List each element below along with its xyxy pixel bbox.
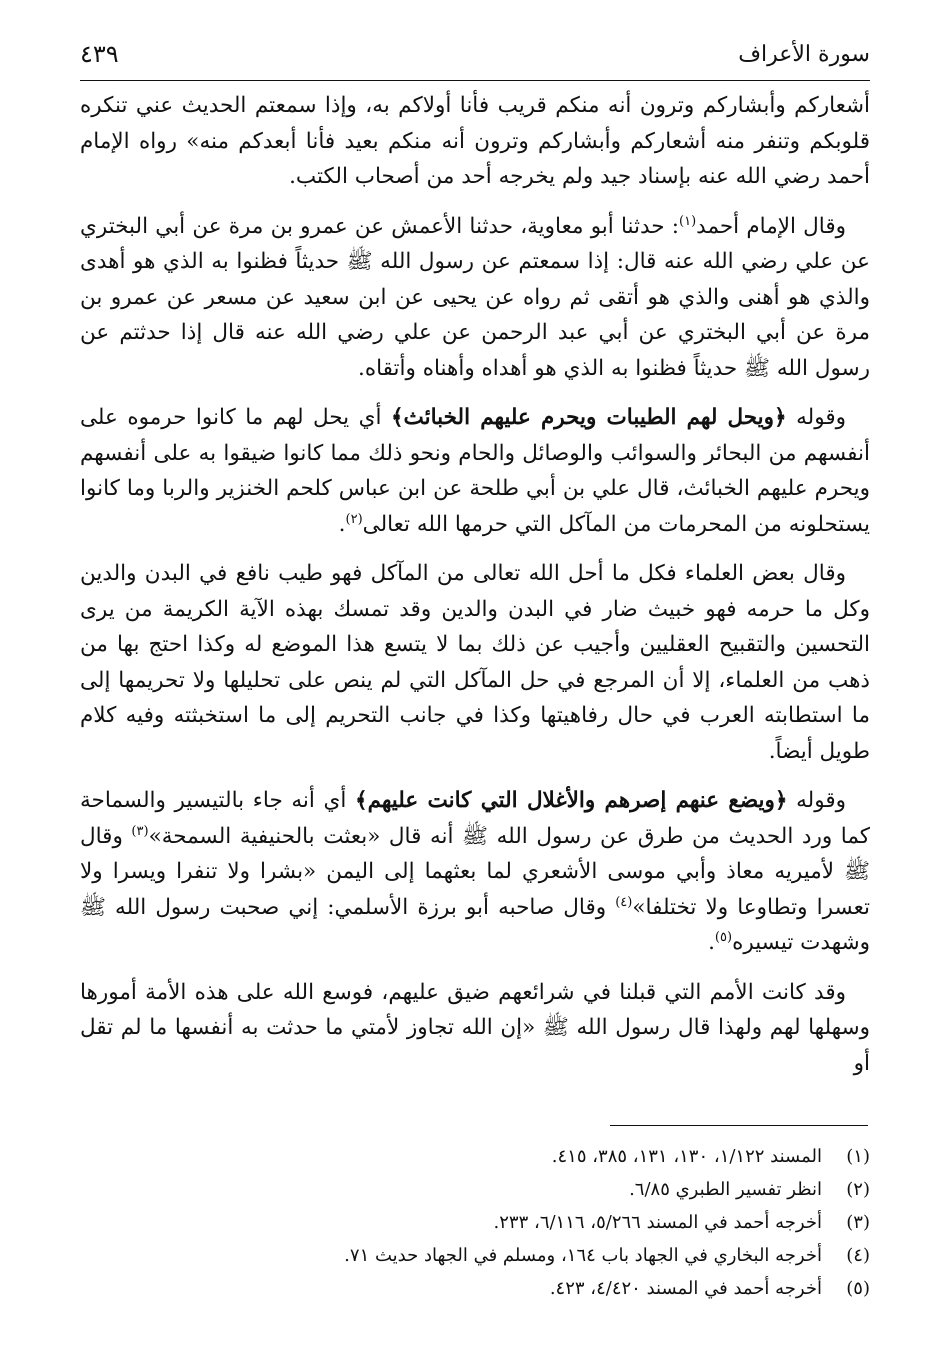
footnote-text: انظر تفسير الطبري ٦/٨٥.	[629, 1179, 822, 1200]
footnote-number: (٣)	[846, 1212, 870, 1233]
paragraph-text: وقوله	[787, 788, 846, 813]
paragraph-text: : حدثنا أبو معاوية، حدثنا الأعمش عن عمرو بن مرة عن أبي البختري عن علي رضي الله عنه قال: إذا سمعتم عن رسول الله ﷺ حديثاً فظنوا به الذي هو أهدى والذي هو أهنى والذي هو أتقى ثم رواه عن يحيى عن ابن سعيد عن مسعر عن عمرو بن مرة عن أبي البختري عن أبي عبد الرحمن عن علي رضي الله عنه قال إذا حدثتم عن رسول الله ﷺ حديثاً فظنوا به الذي هو أهداه وأهناه وأتقاه.	[80, 213, 870, 381]
footnote-text: المسند ١/١٢٢، ١٣٠، ١٣١، ٣٨٥، ٤١٥.	[551, 1146, 822, 1167]
paragraph-text: .	[708, 930, 715, 955]
paragraph-text: وقال صاحبه أبو برزة الأسلمي: إني صحبت رسول الله ﷺ وشهدت تيسيره	[80, 894, 870, 955]
footnote-reference: (٣)	[131, 823, 149, 839]
footnote-number: (٢)	[846, 1179, 870, 1200]
paragraph-text: وقال بعض العلماء فكل ما أحل الله تعالى من المآكل فهو طيب نافع في البدن والدين وكل ما حرمه فهو خبيث ضار في البدن والدين وقد تمسك بهذه الآية الكريمة من يرى التحسين والتقبيح العقليين وأجيب عن ذلك بما لا يتسع هذا الموضع له وكذا احتج بها من ذهب من العلماء، إلا أن المرجع في حل المآكل التي لم ينص على تحليلها ولا تحريمها إلى ما استطابته العرب في حال رفاهيتها وكذا في جانب التحريم إلى ما استخبثته وفيه كلام طويل أيضاً.	[80, 561, 870, 764]
paragraph-text: أشعاركم وأبشاركم وترون أنه منكم قريب فأنا أولاكم به، وإذا سمعتم الحديث عني تنكره قلوبكم وتنفر منه أشعاركم وأبشاركم وترون أنه منكم بعيد فأنا أبعدكم منه» رواه الإمام أحمد رضي الله عنه بإسناد جيد ولم يخرجه أحد من أصحاب الكتب.	[80, 93, 870, 189]
page-header	[80, 38, 870, 76]
footnote-number: (٥)	[846, 1278, 870, 1299]
footnote	[80, 1206, 870, 1239]
footnote-text: أخرجه البخاري في الجهاد باب ١٦٤، ومسلم في الجهاد حديث ٧١.	[344, 1245, 822, 1266]
paragraph-text: وقوله	[786, 405, 846, 430]
footnote-number: (١)	[846, 1146, 870, 1167]
footnote	[80, 1272, 870, 1305]
quran-quote: ﴿ويحل لهم الطيبات ويحرم عليهم الخبائث﴾	[390, 405, 787, 430]
footnote-text: أخرجه أحمد في المسند ٥/٢٦٦، ٦/١١٦، ٢٣٣.	[493, 1212, 822, 1233]
paragraph	[80, 975, 870, 1082]
paragraph-text: أي يحل لهم ما كانوا حرموه على أنفسهم من البحائر والسوائب والوصائل والحام ونحو ذلك مما كانوا ضيقوا به على أنفسهم ويحرم عليهم الخبائث، قال علي بن أبي طلحة عن ابن عباس كلحم الخنزير والربا وما كانوا يستحلونه من المحرمات من المآكل التي حرمها الله تعالى	[80, 405, 870, 537]
paragraph-text: .	[338, 511, 346, 537]
footnote-divider	[610, 1125, 868, 1126]
surah-title: سورة الأعراف	[738, 42, 870, 67]
footnote-reference: (٤)	[615, 894, 633, 910]
header-divider	[80, 80, 870, 81]
paragraph	[80, 88, 870, 195]
footnote-reference: (٢)	[345, 511, 363, 527]
paragraph	[80, 400, 870, 542]
footnote	[80, 1140, 870, 1173]
paragraph-text: وقال الإمام أحمد	[696, 213, 846, 239]
footnote-reference: (٥)	[714, 929, 733, 945]
paragraph	[80, 209, 870, 387]
main-text	[80, 88, 870, 1095]
footnote-reference: (١)	[679, 213, 697, 229]
footnote-number: (٤)	[846, 1245, 870, 1266]
footnote-text: أخرجه أحمد في المسند ٤/٤٢٠، ٤٢٣.	[549, 1278, 822, 1299]
paragraph-text: وقد كانت الأمم التي قبلنا في شرائعهم ضيق عليهم، فوسع الله على هذه الأمة أمورها وسهلها لهم ولهذا قال رسول الله ﷺ «إن الله تجاوز لأمتي ما حدثت به أنفسها ما لم تقل أو	[80, 979, 870, 1076]
paragraph-text: وقال ﷺ لأميريه معاذ وأبي موسى الأشعري لما بعثهما إلى اليمن «بشرا ولا تنفرا ويسرا ولا تعسرا وتطاوعا ولا تختلفا»	[80, 823, 871, 920]
paragraph-text: أي أنه جاء بالتيسير والسماحة كما ورد الحديث من طرق عن رسول الله ﷺ أنه قال «بعثت بالحنيفية السمحة»	[80, 788, 871, 849]
page-number: ٤٣٩	[80, 40, 119, 68]
footnotes	[80, 1140, 870, 1305]
paragraph	[80, 783, 870, 961]
quran-quote: ﴿ويضع عنهم إصرهم والأغلال التي كانت عليهم﴾	[354, 788, 788, 813]
footnote	[80, 1239, 870, 1272]
paragraph	[80, 556, 870, 769]
footnote	[80, 1173, 870, 1206]
